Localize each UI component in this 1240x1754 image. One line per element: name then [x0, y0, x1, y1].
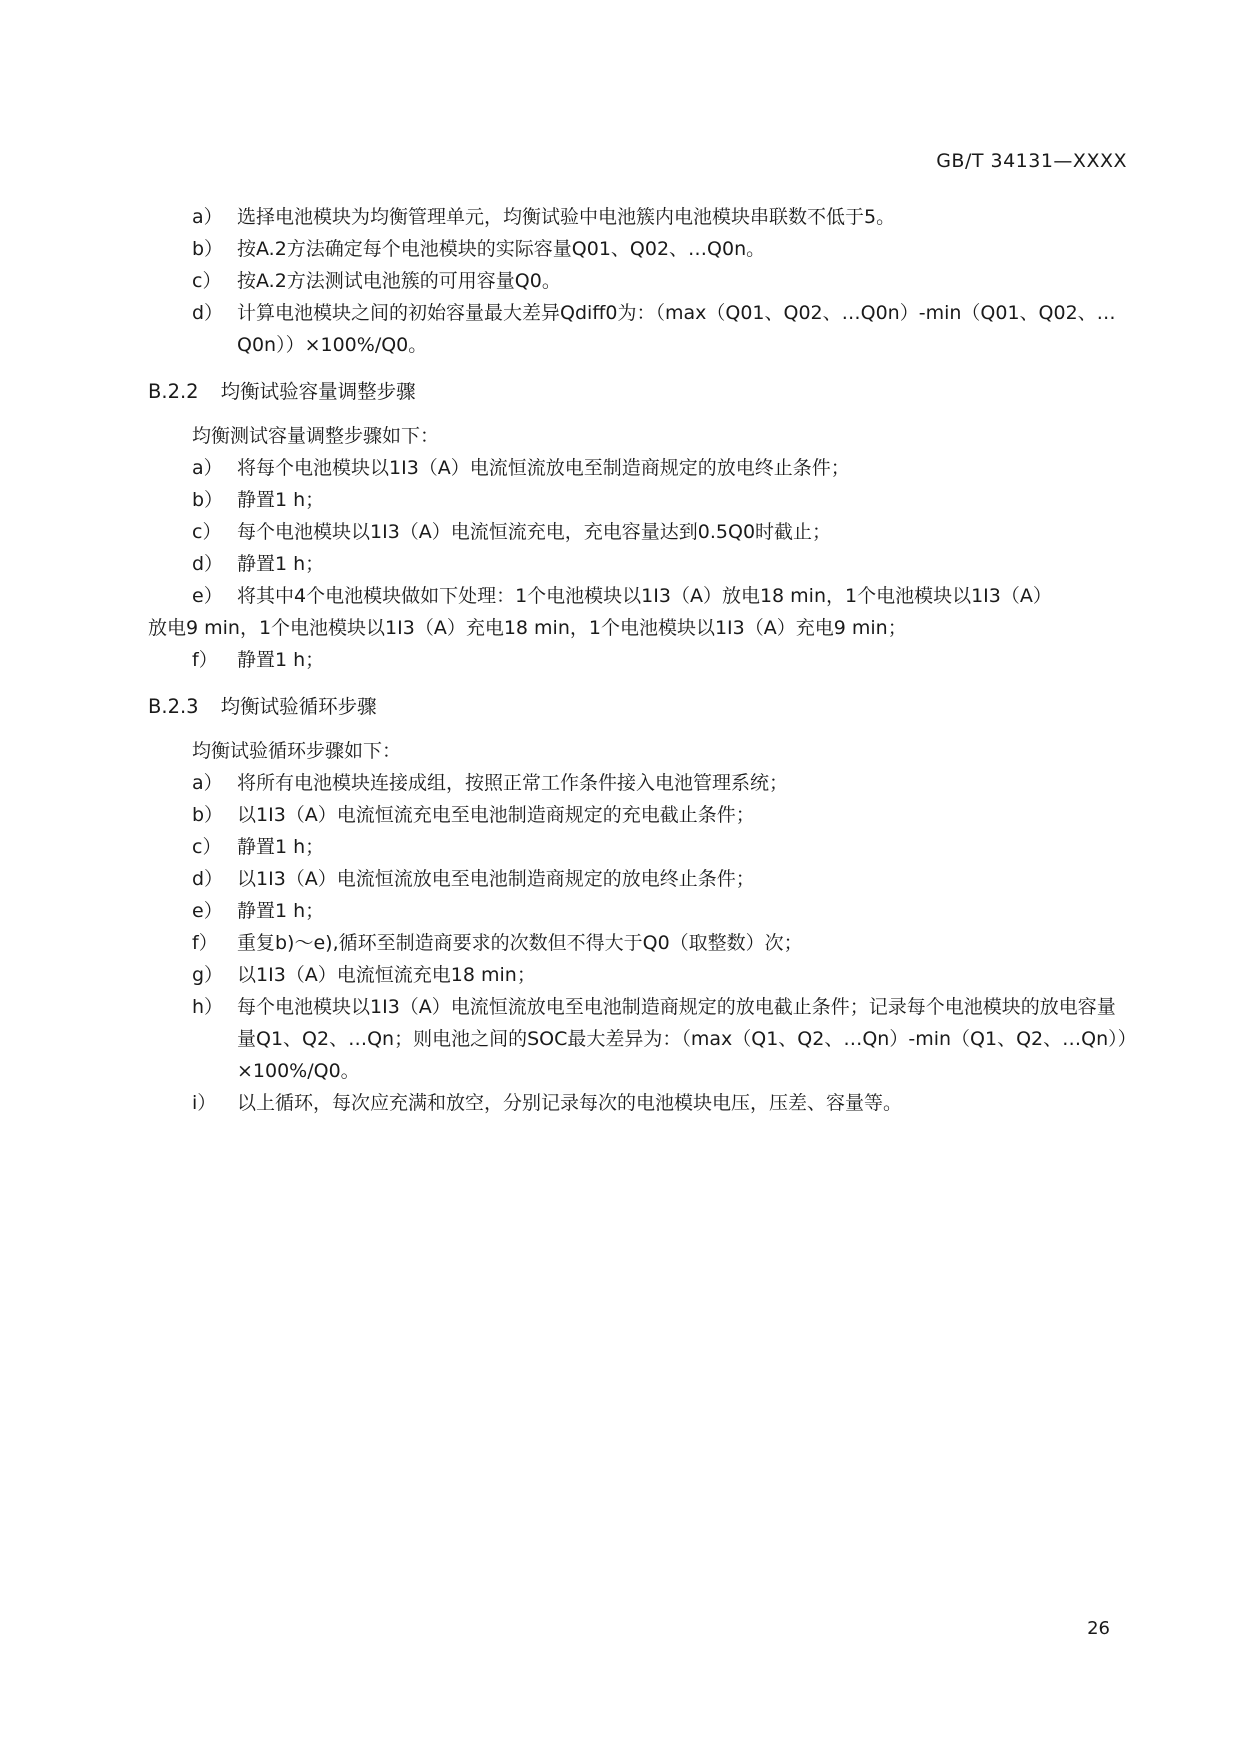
item-mark: e）: [192, 900, 223, 922]
item-text: 以上循环，每次应充满和放空，分别记录每次的电池模块电压，压差、容量等。: [237, 1092, 903, 1114]
list-item: [148, 863, 1128, 895]
item-text: 静置1 h；: [237, 900, 325, 922]
list-b22: [148, 452, 1128, 676]
list-item: [148, 991, 1128, 1087]
item-text: 将其中4个电池模块做如下处理：1个电池模块以1I3（A）放电18 min，1个电池模块以1I3（A）: [237, 585, 1052, 607]
list-item: [148, 895, 1128, 927]
page-body: [148, 201, 1128, 1119]
list-item: [148, 831, 1128, 863]
item-text: 每个电池模块以1I3（A）电流恒流充电，充电容量达到0.5Q0时截止；: [237, 521, 832, 543]
section-number: B.2.2: [148, 380, 199, 403]
list-item: [148, 516, 1128, 548]
item-text: 静置1 h；: [237, 649, 325, 671]
list-item: [148, 452, 1128, 484]
item-text: 计算电池模块之间的初始容量最大差异Qdiff0为：（max（Q01、Q02、…Q0n）-min（Q01、Q02、…Q0n））×100%/Q0。: [237, 302, 1116, 356]
item-mark: f）: [192, 932, 218, 954]
item-mark: c）: [192, 521, 222, 543]
standard-number: GB/T 34131—XXXX: [936, 150, 1127, 172]
list-b23: [148, 767, 1128, 1119]
list-item: [148, 959, 1128, 991]
list-item: [148, 265, 1128, 297]
item-mark: f）: [192, 649, 218, 671]
item-mark: i）: [192, 1092, 217, 1114]
item-text: 每个电池模块以1I3（A）电流恒流放电至电池制造商规定的放电截止条件；记录每个电池模块的放电容量量Q1、Q2、…Qn；则电池之间的SOC最大差异为：（max（Q1、Q2、…Qn）-min（Q1、Q2、…Qn））×100%/Q0。: [237, 996, 1128, 1082]
section-number: B.2.3: [148, 695, 199, 718]
section-heading-b23: [148, 691, 1128, 723]
item-text: 选择电池模块为均衡管理单元，均衡试验中电池簇内电池模块串联数不低于5。: [237, 206, 896, 228]
item-text: 将所有电池模块连接成组，按照正常工作条件接入电池管理系统；: [237, 772, 789, 794]
item-text: 重复b)～e),循环至制造商要求的次数但不得大于Q0（取整数）次；: [237, 932, 803, 954]
list-item: [148, 201, 1128, 233]
item-mark: b）: [192, 804, 224, 826]
item-mark: a）: [192, 206, 223, 228]
item-text: 静置1 h；: [237, 553, 325, 575]
section-intro: 均衡测试容量调整步骤如下：: [192, 425, 440, 447]
item-continuation: 放电9 min，1个电池模块以1I3（A）充电18 min，1个电池模块以1I3（A）充电9 min；: [148, 617, 907, 639]
list-item: [148, 927, 1128, 959]
section-heading-b22: [148, 376, 1128, 408]
section-intro: 均衡试验循环步骤如下：: [192, 740, 402, 762]
item-mark: d）: [192, 868, 224, 890]
item-mark: d）: [192, 553, 224, 575]
list-item: [148, 484, 1128, 516]
item-mark: a）: [192, 457, 223, 479]
list-1: [148, 201, 1128, 361]
item-text: 以1I3（A）电流恒流放电至电池制造商规定的放电终止条件；: [237, 868, 755, 890]
list-item: [148, 799, 1128, 831]
section-title: 均衡试验循环步骤: [220, 695, 377, 718]
list-item: [148, 297, 1128, 361]
section-title: 均衡试验容量调整步骤: [220, 380, 416, 403]
item-mark: c）: [192, 836, 222, 858]
item-text: 以1I3（A）电流恒流充电18 min；: [237, 964, 536, 986]
list-item: [148, 1087, 1128, 1119]
item-text: 按A.2方法测试电池簇的可用容量Q0。: [237, 270, 561, 292]
item-mark: c）: [192, 270, 222, 292]
item-mark: b）: [192, 238, 224, 260]
list-item: [148, 644, 1128, 676]
list-item: [148, 767, 1128, 799]
item-text: 将每个电池模块以1I3（A）电流恒流放电至制造商规定的放电终止条件；: [237, 457, 850, 479]
item-mark: h）: [192, 996, 224, 1018]
list-item: [148, 580, 1128, 612]
page-number: 26: [1087, 1618, 1110, 1639]
item-text: 按A.2方法确定每个电池模块的实际容量Q01、Q02、…Q0n。: [237, 238, 766, 260]
item-text: 以1I3（A）电流恒流充电至电池制造商规定的充电截止条件；: [237, 804, 755, 826]
item-mark: g）: [192, 964, 224, 986]
list-item: [148, 548, 1128, 580]
item-mark: b）: [192, 489, 224, 511]
item-mark: a）: [192, 772, 223, 794]
item-text: 静置1 h；: [237, 836, 325, 858]
item-mark: d）: [192, 302, 224, 324]
item-mark: e）: [192, 585, 223, 607]
item-text: 静置1 h；: [237, 489, 325, 511]
list-item: [148, 233, 1128, 265]
